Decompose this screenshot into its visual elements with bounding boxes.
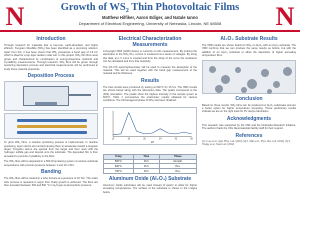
- surface-grain: [209, 66, 216, 73]
- crystal-layer: [17, 131, 87, 134]
- al2o3-text: The XRD results are shown below for WS₂ on Al₂O₃ with an Al₂O₃ substrate. The XRD confirms that we can produce the same results as before, but with the addition of an Al₂O₃ substrate to allow the deposition of higher annealing temperature films.: [202, 44, 296, 58]
- poster-header: [0, 0, 300, 31]
- table-cell: 15 h: [133, 169, 159, 174]
- university-logo-right: [274, 3, 296, 28]
- results-heading: Results: [140, 77, 160, 84]
- banding-text: The WS₂ films will be treated in a tube furnace at a pressure of 15 Torr. The entire tube process is repeated in argon then finally growth is achieved. The films are then annealed between 300 and 800 °C in H₂S gas at atmospheric pressure.: [4, 177, 98, 187]
- crystal-structure-figure: [4, 113, 98, 139]
- intro-text: Through research for materials that is low-cost, earth-abundant, and highly efficient, Tungsten Disulfide (WS₂) has been identified as a promising solution. Apart from this, it has been shown that WS₂ possesses a band gap of 1.8 eV, which is ideal for a top layer tandem solar cell. In this project, WS₂ thin films were grown and characterized by combination of energy-dispersive methods and crystallinity measurements. Through research, WS₂ films will be grown through sputtering deposition process and electrical measurements will be performed to study these material properties.: [4, 44, 98, 71]
- table-cell: 600°C: [104, 164, 134, 169]
- refs-heading: References: [235, 132, 263, 139]
- x-tick-label: 42: [174, 138, 178, 141]
- table-cell: Hex.: [159, 169, 196, 174]
- table-header-cell: Time: [133, 154, 159, 159]
- gas-line: [69, 94, 91, 96]
- table-cell: Amorph.: [159, 159, 196, 164]
- x-tick-label: 26: [143, 138, 146, 141]
- surface-grain: [215, 85, 223, 93]
- x-tick-label: 50: [190, 138, 193, 141]
- conclusion-heading: Conclusion: [235, 95, 263, 102]
- sputtering-diagram: [4, 81, 98, 111]
- table-cell: 15 h: [133, 159, 159, 164]
- header-divider: [0, 30, 300, 32]
- table-cell: Hex.: [159, 164, 196, 169]
- results-text: The best results were produced by testing at 600°C for 15 hrs. The XRD results are shown below along with the absorption data. The peaks correspond to the (002) orientation. The peaks show the highest intensity in the sample grown at 600°C. Table 1 summarizes the preliminary results obtained for various conditions. The 2D hexagonal phase of WS₂ has been obtained.: [103, 85, 197, 103]
- x-tick-label: 34: [158, 138, 162, 141]
- banding-heading: Banding: [41, 169, 61, 176]
- x-tick-label: 10: [111, 138, 115, 141]
- electrical-heading: Electrical Characterization Measurements: [118, 36, 182, 48]
- table-header-cell: Temp: [104, 154, 134, 159]
- electrical-text: A Keysight 4000 (4200) device is currently on this measurement. By probing the electrodes to the WS₂ film, current is measured at a series of voltages. By using this data, an I-V curve is created and from the slope of the curve the resistance can be calculated and from that resistivity.: [103, 50, 197, 64]
- surface-grain: [221, 75, 230, 84]
- table-row: [104, 169, 197, 174]
- table-cell: 15 h: [133, 164, 159, 169]
- logo-letter: N: [275, 3, 295, 28]
- ack-text: This research was supported by the NSF and the Nebraska Research Initiative. The authors thank the UNL Nanomaterials facility staff for their support.: [202, 123, 296, 131]
- table-header-cell: Phase: [159, 154, 196, 159]
- al2o3-heading: Al₂O₃ Substrate Results: [220, 36, 278, 42]
- aluminum-text: Aluminum Oxide substrates will be used instead of quartz to allow for higher annealing temperatures. The surface of the substrate is shown in the images below.: [103, 184, 197, 194]
- aluminum-heading: Aluminum Oxide (Al₂O₃) Substrate: [108, 176, 192, 182]
- x-tick-label: 18: [127, 138, 131, 141]
- deposition-heading: Deposition Process: [27, 73, 75, 80]
- xrd-chart: [103, 107, 197, 145]
- table-body: [104, 159, 197, 173]
- electrical-text-2: The 4th IVS spectrophotometer will be used to measure the absorption of the material. This will be used together with the band gap measurement of the material and its thickness.: [103, 65, 197, 76]
- conclusion-text: Based on these results, WS₂ films can be produced on Al₂O₃ substrates and are a better option for higher temperature annealing. These preliminary results indicate we are on the right track for PV device fabrication.: [202, 103, 296, 114]
- column-middle: [103, 34, 197, 243]
- surface-grain: [247, 79, 257, 89]
- column-right: [202, 34, 296, 243]
- crystal-layer: [17, 119, 87, 122]
- substrate-holder: [35, 102, 57, 105]
- table-cell: 500°C: [104, 159, 134, 164]
- substrate-surface-image: [202, 60, 296, 94]
- poster-affiliation: Department of Electrical Engineering, University of Nebraska, Lincoln, NE 68508: [78, 21, 222, 26]
- ack-heading: Acknowledgments: [226, 115, 272, 122]
- surface-grain: [273, 81, 280, 88]
- surface-grain: [235, 67, 241, 73]
- surface-grain: [241, 87, 247, 93]
- column-left: [4, 34, 98, 243]
- table-cell: 700°C: [104, 169, 134, 174]
- university-logo: [4, 3, 26, 28]
- poster-authors: Matthew Hilfiker, Aaron Ediger, and Natale Ianno: [102, 15, 198, 20]
- deposition-text: To grow WS₂ films, a reactive sputtering process is implemented. In reactive sputtering, argon atoms are ionized causing them to accelerate toward a tungsten target. Tungsten atoms are ejected from the target and then react with the hydrogen sulfide gas and deposit onto the substrate. The deposited film is then annealed to promote crystallinity in the films.: [4, 141, 98, 158]
- logo-letter: N: [5, 3, 25, 28]
- deposition-text-2: The WS₂ films will be deposited in a 500 W sputtering system at various substrate temperatures with process pressure between 1 and 10 mTorr.: [4, 160, 98, 167]
- surface-grain: [283, 67, 292, 76]
- series-line: [113, 112, 192, 134]
- surface-grain: [261, 69, 269, 77]
- results-table: [103, 154, 197, 174]
- intro-heading: Introduction: [36, 36, 66, 42]
- surface-grain: [267, 89, 272, 94]
- poster-title: Growth of WS₂ Thin Photovoltaic Films: [60, 2, 240, 13]
- x-axis-label: 2θ: [150, 140, 154, 144]
- crystal-layer: [17, 125, 87, 128]
- refs-text: [1] J. Lee et al., Appl. Phys. Lett. (2014). [2] K. Mak et al., Phys. Rev. Lett. (2010). [3] S. Tongay et al., Nano Lett. (2012).: [202, 140, 291, 146]
